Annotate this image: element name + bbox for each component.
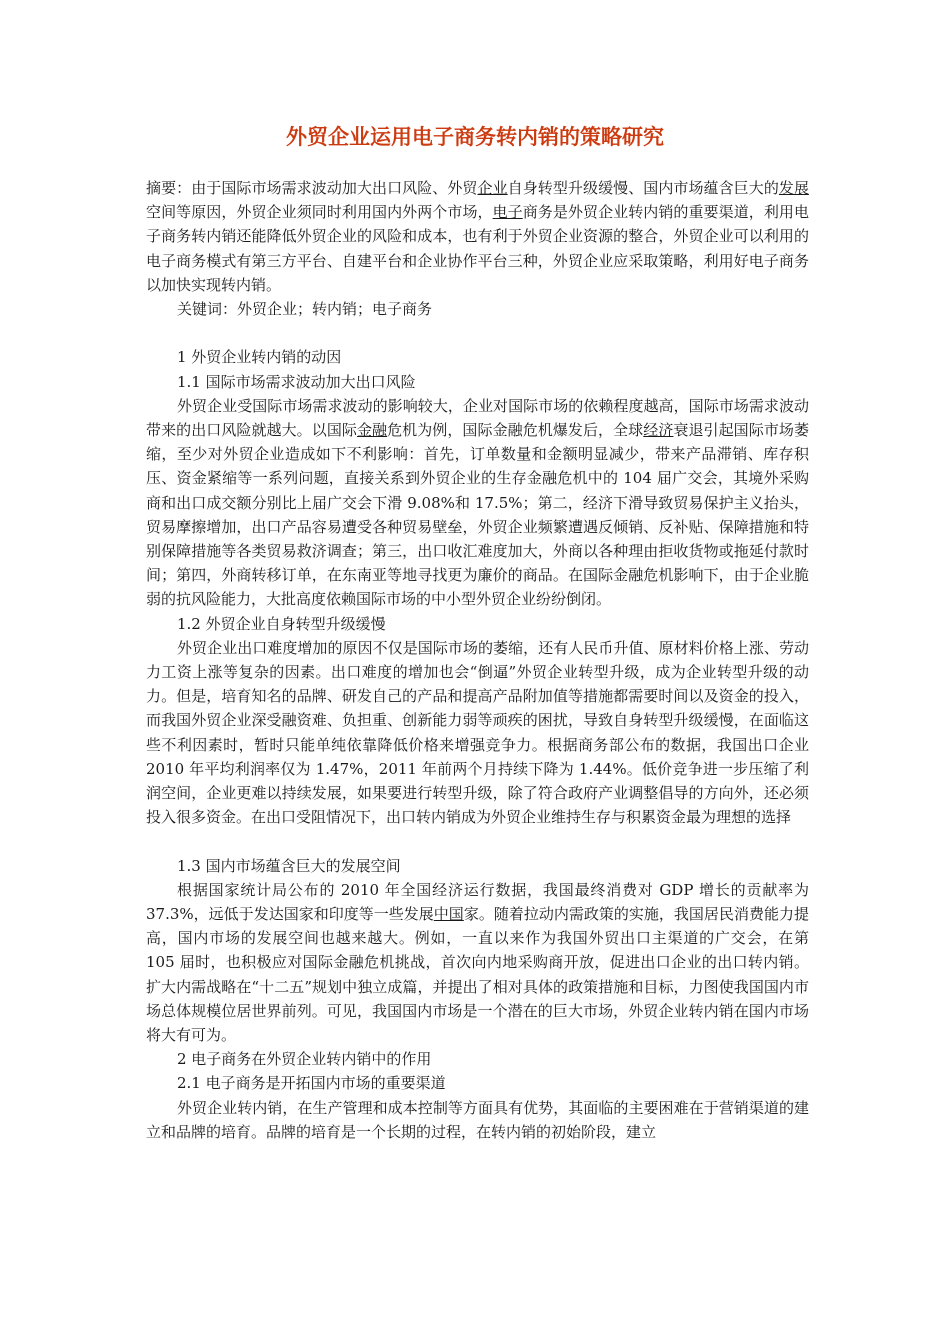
abstract-paragraph xyxy=(146,176,809,297)
spacer xyxy=(146,829,809,853)
link-zhongguo[interactable]: 中国 xyxy=(433,905,464,924)
s11-text-1: 外贸企业受国际市场需求波动的影响较大，企业对国际市场的依赖程度越高，国际市场需求波动带来的出口风险就越大。以国际 xyxy=(146,396,809,440)
abstract-text-1: 摘要：由于国际市场需求波动加大出口风险、外贸 xyxy=(146,179,478,197)
link-qiye[interactable]: 企业 xyxy=(477,179,508,197)
section-2-heading: 2 电子商务在外贸企业转内销中的作用 xyxy=(177,1050,432,1069)
section-1-3-body xyxy=(146,878,809,1047)
s13-text-1: 根据国家统计局公布的 2010 年全国经济运行数据，我国最终消费对 GDP 增长的贡献率为 37.3%，远低于发达国家和印度等一些发展 xyxy=(146,880,809,924)
abstract-text-4: 商务是外贸企业转内销的重要渠道，利用电子商务转内销还能降低外贸企业的风险和成本，也有利于外贸企业资源的整合，外贸企业可以利用的电子商务模式有第三方平台、自建平台和企业协作平台三种，外贸企业应采取策略，利用好电子商务以加快实现转内销。 xyxy=(146,203,809,294)
section-1-1-body xyxy=(146,394,809,612)
link-fazhan[interactable]: 发展 xyxy=(778,179,809,197)
section-1-2-body: 外贸企业出口难度增加的原因不仅是国际市场的萎缩，还有人民币升值、原材料价格上涨、劳动力工资上涨等复杂的因素。出口难度的增加也会“倒逼”外贸企业转型升级，成为企业转型升级的动力。但是，培育知名的品牌、研发自己的产品和提高产品附加值等措施都需要时间以及资金的投入，而我国外贸企业深受融资难、负担重、创新能力弱等顽疾的困扰，导致自身转型升级缓慢，在面临这些不利因素时，暂时只能单纯依靠降低价格来增强竞争力。根据商务部公布的数据，我国出口企业 2010 年平均利润率仅为 1.47%，2011 年前两个月持续下降为 1.44%。低价竞争进一步压缩了利润空间，企业更难以持续发展，如果要进行转型升级，除了符合政府产业调整倡导的方向外，还必须投入很多资金。在出口受阻情况下，出口转内销成为外贸企业维持生存与积累资金最为理想的选择 xyxy=(146,638,809,827)
abstract-text-3: 空间等原因，外贸企业须同时利用国内外两个市场， xyxy=(146,203,493,222)
spacer xyxy=(146,321,809,345)
section-2-1-heading: 2.1 电子商务是开拓国内市场的重要渠道 xyxy=(177,1074,446,1093)
section-1-heading: 1 外贸企业转内销的动因 xyxy=(177,348,342,367)
s11-text-3: 衰退引起国际市场萎缩，至少对外贸企业造成如下不利影响：首先，订单数量和金额明显减少，带来产品滞销、库存积压、资金紧缩等一系列问题，直接关系到外贸企业的生存金融危机中的 104 届广交会，其境外采购商和出口成交额分别比上届广交会下滑 9.08%和 17.5%；第二，经济下滑导致贸易保护主义抬头，贸易摩擦增加，出口产品容易遭受各种贸易壁垒，外贸企业频繁遭遇反倾销、反补贴、保障措施和特别保障措施等各类贸易救济调查；第三，出口收汇难度加大，外商以各种理由拒收货物或拖延付款时间；第四，外商转移订单，在东南亚等地寻找更为廉价的商品。在国际金融危机影响下，由于企业脆弱的抗风险能力，大批高度依赖国际市场的中小型外贸企业纷纷倒闭。 xyxy=(146,421,809,609)
section-1-2-heading: 1.2 外贸企业自身转型升级缓慢 xyxy=(177,614,386,633)
section-1-3-heading: 1.3 国内市场蕴含巨大的发展空间 xyxy=(177,856,401,875)
keywords: 关键词：外贸企业；转内销；电子商务 xyxy=(177,300,433,319)
link-jinrong[interactable]: 金融 xyxy=(356,421,388,440)
s11-text-2: 危机为例，国际金融危机爆发后，全球 xyxy=(387,421,644,440)
page-title: 外贸企业运用电子商务转内销的策略研究 xyxy=(286,125,664,149)
link-dianzi[interactable]: 电子 xyxy=(492,203,523,222)
abstract-text-2: 自身转型升级缓慢、国内市场蕴含巨大的 xyxy=(507,179,779,197)
s13-text-2: 家。随着拉动内需政策的实施，我国居民消费能力提高，国内市场的发展空间也越来越大。例如，一直以来作为我国外贸出口主渠道的广交会，在第 105 届时，也积极应对国际金融危机挑战，首次向内地采购商开放，促进出口企业的出口转内销。扩大内需战略在“十二五”规划中独立成篇，并提出了相对具体的政策措施和目标，力图使我国国内市场总体规模位居世界前列。可见，我国国内市场是一个潜在的巨大市场，外贸企业转内销在国内市场将大有可为。 xyxy=(146,905,809,1045)
section-1-1-heading: 1.1 国际市场需求波动加大出口风险 xyxy=(177,372,416,391)
document-body xyxy=(146,176,809,1144)
link-jingji[interactable]: 经济 xyxy=(643,421,674,440)
section-2-1-body: 外贸企业转内销，在生产管理和成本控制等方面具有优势，其面临的主要困难在于营销渠道的建立和品牌的培育。品牌的培育是一个长期的过程，在转内销的初始阶段，建立 xyxy=(146,1098,809,1141)
